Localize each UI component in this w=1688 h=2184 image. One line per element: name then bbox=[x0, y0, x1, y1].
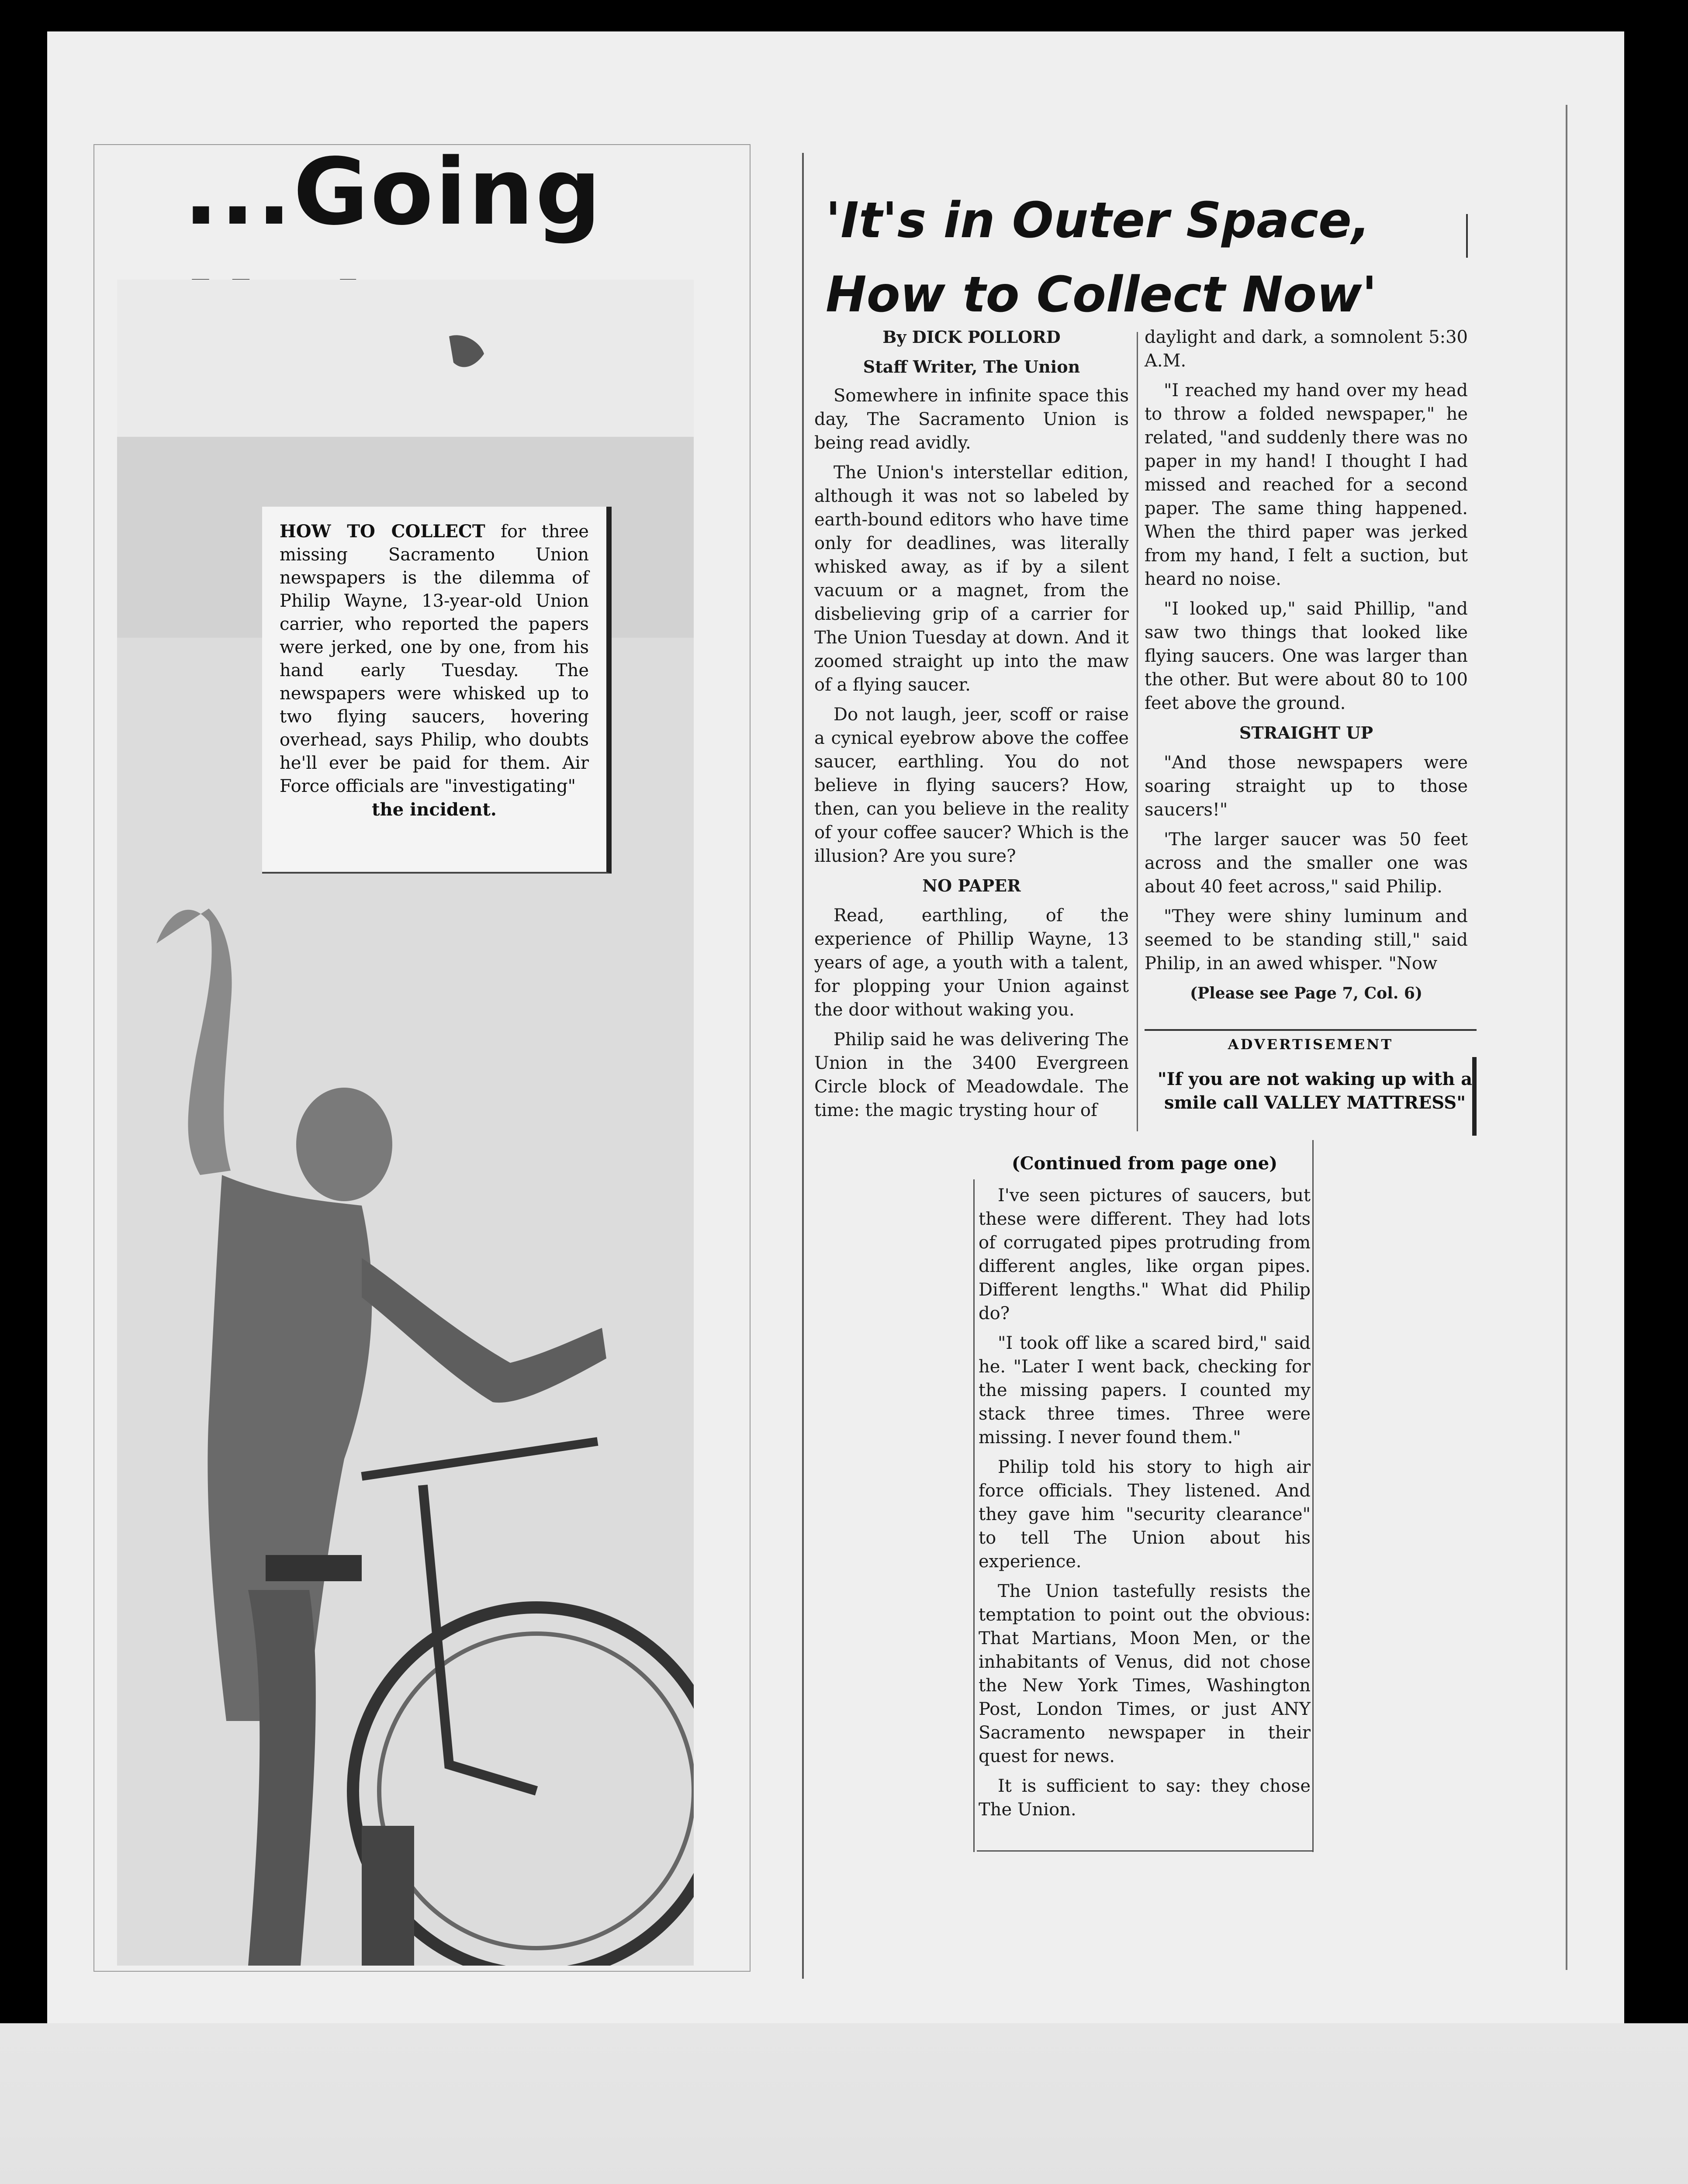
caption-lead: HOW TO COLLECT bbox=[280, 521, 485, 542]
advertisement-text: "If you are not waking up with a smile call VALLEY MATTRESS" bbox=[1157, 1069, 1473, 1113]
lower-blank-sheet bbox=[0, 2023, 1688, 2184]
staff-writer-line: Staff Writer, The Union bbox=[863, 357, 1080, 377]
subhead-no-paper: NO PAPER bbox=[922, 876, 1021, 895]
continued-paragraph: Philip told his story to high air force officials. They listened. And they gave him "security clearance" to tell The Union about his experience. bbox=[979, 1457, 1311, 1572]
col2-paragraph: "They were shiny luminum and seemed to be standing still," said Philip, in an awed whisper. "Now bbox=[1145, 906, 1468, 974]
subhead-straight-up: STRAIGHT UP bbox=[1239, 723, 1373, 743]
byline: By DICK POLLORD bbox=[882, 327, 1061, 347]
article-headline-line1: 'It's in Outer Space, bbox=[826, 192, 1370, 249]
article-column-1 bbox=[814, 325, 1129, 1128]
article-column-2 bbox=[1145, 325, 1468, 1005]
continued-bottom-rule bbox=[977, 1850, 1313, 1852]
caption-body: for three missing Sacramento Union newspapers is the dilemma of Philip Wayne, 13-year-old Union carrier, who reported the papers were jerked, one by one, from his hand early Tuesday. The newspapers were whisked up to two flying saucers, hovering overhead, says Philip, who doubts he'll ever be paid for them. Air Force officials are "investigating" bbox=[280, 522, 589, 796]
caption-end: the incident. bbox=[372, 799, 497, 820]
column-divider bbox=[802, 153, 804, 1979]
continued-paragraph: The Union tastefully resists the temptation to point out the obvious: That Martians, Moon Men, or the inhabitants of Venus, did not chose the New York Times, Washington Post, London Times, or just ANY Sacramento newspaper in their quest for news. bbox=[979, 1581, 1311, 1766]
continued-paragraph: "I took off like a scared bird," said he. "Later I went back, checking for the missing papers. I counted my stack three times. Three were missing. I never found them." bbox=[979, 1333, 1311, 1448]
continued-left-rule bbox=[973, 1179, 975, 1852]
col1-paragraph: Philip said he was delivering The Union in the 3400 Evergreen Circle block of Meadowdale. The time: the magic trysting hour of bbox=[814, 1030, 1129, 1120]
continued-paragraph: I've seen pictures of saucers, but these were different. They had lots of corrugated pipes protruding from different angles, like organ pipes. Different lengths." What did Philip do? bbox=[979, 1185, 1311, 1324]
inner-column-rule bbox=[1137, 332, 1138, 1131]
continued-column bbox=[979, 1184, 1311, 1828]
article-headline-line2: How to Collect Now' bbox=[826, 266, 1377, 323]
continued-heading: (Continued from page one) bbox=[1011, 1153, 1278, 1174]
col2-paragraph: 'The larger saucer was 50 feet across and the smaller one was about 40 feet across," said Philip. bbox=[1145, 829, 1468, 897]
right-page-edge bbox=[1566, 105, 1567, 1970]
col2-paragraph: "I reached my hand over my head to throw a folded newspaper," he related, "and suddenly there was no paper in my hand! I thought I had missed and reached for a second paper. The same thing happened. When the third paper was jerked from my hand, I felt a suction, but heard no noise. bbox=[1145, 380, 1468, 589]
col2-top: daylight and dark, a somnolent 5:30 A.M. bbox=[1145, 327, 1468, 371]
left-headline: ...Going bbox=[183, 138, 603, 245]
advertisement-rule bbox=[1145, 1029, 1477, 1031]
col1-paragraph: The Union's interstellar edition, although it was not so labeled by earth-bound editors who have time only for deadlines, was literally whisked away, as if by a silent vacuum or a magnet, from the disbelieving grip of a carrier for The Union Tuesday at down. And it zoomed straight up into the maw of a flying saucer. bbox=[814, 463, 1129, 695]
col2-paragraph: "And those newspapers were soaring straight up to those saucers!" bbox=[1145, 753, 1468, 820]
continued-paragraph: It is sufficient to say: they chose The Union. bbox=[979, 1776, 1311, 1820]
col2-paragraph: "I looked up," said Phillip, "and saw two things that looked like flying saucers. One was larger than the other. But were about 80 to 100 feet above the ground. bbox=[1145, 599, 1468, 713]
advertisement-border bbox=[1472, 1057, 1477, 1136]
col1-paragraph: Read, earthling, of the experience of Phillip Wayne, 13 years of age, a youth with a talent, for plopping your Union against the door without waking you. bbox=[814, 905, 1129, 1020]
continued-right-rule bbox=[1312, 1140, 1314, 1852]
see-page-reference: (Please see Page 7, Col. 6) bbox=[1190, 984, 1422, 1002]
advertisement-label: ADVERTISEMENT bbox=[1228, 1036, 1394, 1053]
col1-paragraph: Somewhere in infinite space this day, The Sacramento Union is being read avidly. bbox=[814, 386, 1129, 453]
col1-paragraph: Do not laugh, jeer, scoff or raise a cynical eyebrow above the coffee saucer, earthling. You do not believe in flying saucers? How, then, can you believe in the reality of your coffee saucer? Which is the illusion? Are you sure? bbox=[814, 705, 1129, 866]
photo-caption bbox=[262, 507, 612, 874]
article-headline bbox=[826, 183, 1481, 332]
